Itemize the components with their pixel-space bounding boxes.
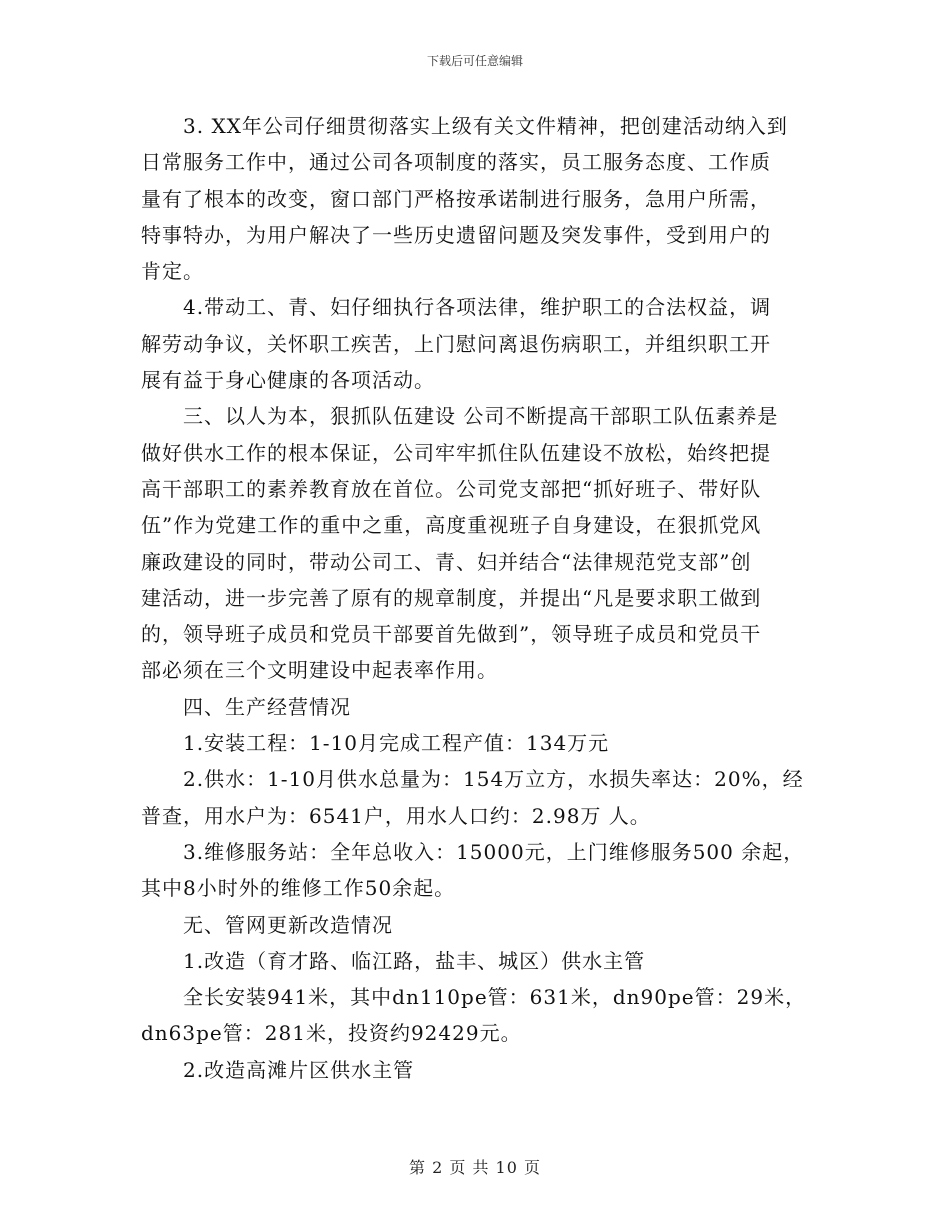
text-line: 1.改造（育才路、临江路，盐丰、城区）供水主管: [141, 948, 646, 973]
text-line: 建活动，进一步完善了原有的规章制度，并提出“凡是要求职工做到: [141, 585, 762, 610]
text-line: 高干部职工的素养教育放在首位。公司党支部把“抓好班子、带好队: [141, 476, 762, 501]
section-heading: 四、生产经营情况: [141, 694, 351, 719]
text-line: 廉政建设的同时，带动公司工、青、妇并结合“法律规范党支部”创: [141, 549, 752, 574]
text-line: 三、以人为本，狠抓队伍建设 公司不断提高干部职工队伍素养是: [141, 404, 779, 429]
text-line: 其中8小时外的维修工作50余起。: [141, 876, 456, 901]
page-number: 第 2 页 共 10 页: [409, 1158, 541, 1177]
text-line: 展有益于身心健康的各项活动。: [141, 368, 435, 393]
text-line: 量有了根本的改变，窗口部门严格按承诺制进行服务，急用户所需，: [141, 186, 771, 211]
text-line: dn63pe管：281米，投资约92429元。: [141, 1021, 522, 1046]
page-header: 下载后可任意编辑: [426, 54, 523, 68]
text-line: 肯定。: [141, 259, 204, 284]
text-line: 3.维修服务站：全年总收入：15000元，上门维修服务500 余起，: [141, 839, 805, 864]
text-line: 3. XX年公司仔细贯彻落实上级有关文件精神，把创建活动纳入到: [141, 114, 788, 138]
text-line: 部必须在三个文明建设中起表率作用。: [141, 658, 498, 683]
text-line: 普查，用水户为：6541户，用水人口约：2.98万 人。: [141, 803, 651, 828]
text-line: 伍”作为党建工作的重中之重，高度重视班子自身建设，在狠抓党风: [141, 513, 762, 538]
text-line: 日常服务工作中，通过公司各项制度的落实，员工服务态度、工作质: [141, 150, 771, 175]
text-line: 全长安装941米，其中dn110pe管：631米，dn90pe管：29米，: [141, 985, 807, 1010]
text-line: 的，领导班子成员和党员干部要首先做到”，领导班子成员和党员干: [141, 622, 762, 647]
text-line: 特事特办，为用户解决了一些历史遗留问题及突发事件，受到用户的: [141, 222, 771, 247]
text-line: 做好供水工作的根本保证，公司牢牢抓住队伍建设不放松，始终把提: [141, 440, 771, 465]
text-line: 解劳动争议，关怀职工疾苦，上门慰问离退伤病职工，并组织职工开: [141, 331, 771, 356]
text-line: 2.改造高滩片区供水主管: [141, 1057, 415, 1082]
text-line: 1.安装工程：1-10月完成工程产值：134万元: [141, 731, 610, 756]
text-line: 2.供水：1-10月供水总量为：154万立方，水损失率达：20%，经: [141, 767, 804, 792]
section-heading: 无、管网更新改造情况: [141, 912, 393, 937]
document-body: [141, 108, 811, 1088]
text-line: 4.带动工、青、妇仔细执行各项法律，维护职工的合法权益，调: [141, 295, 772, 320]
